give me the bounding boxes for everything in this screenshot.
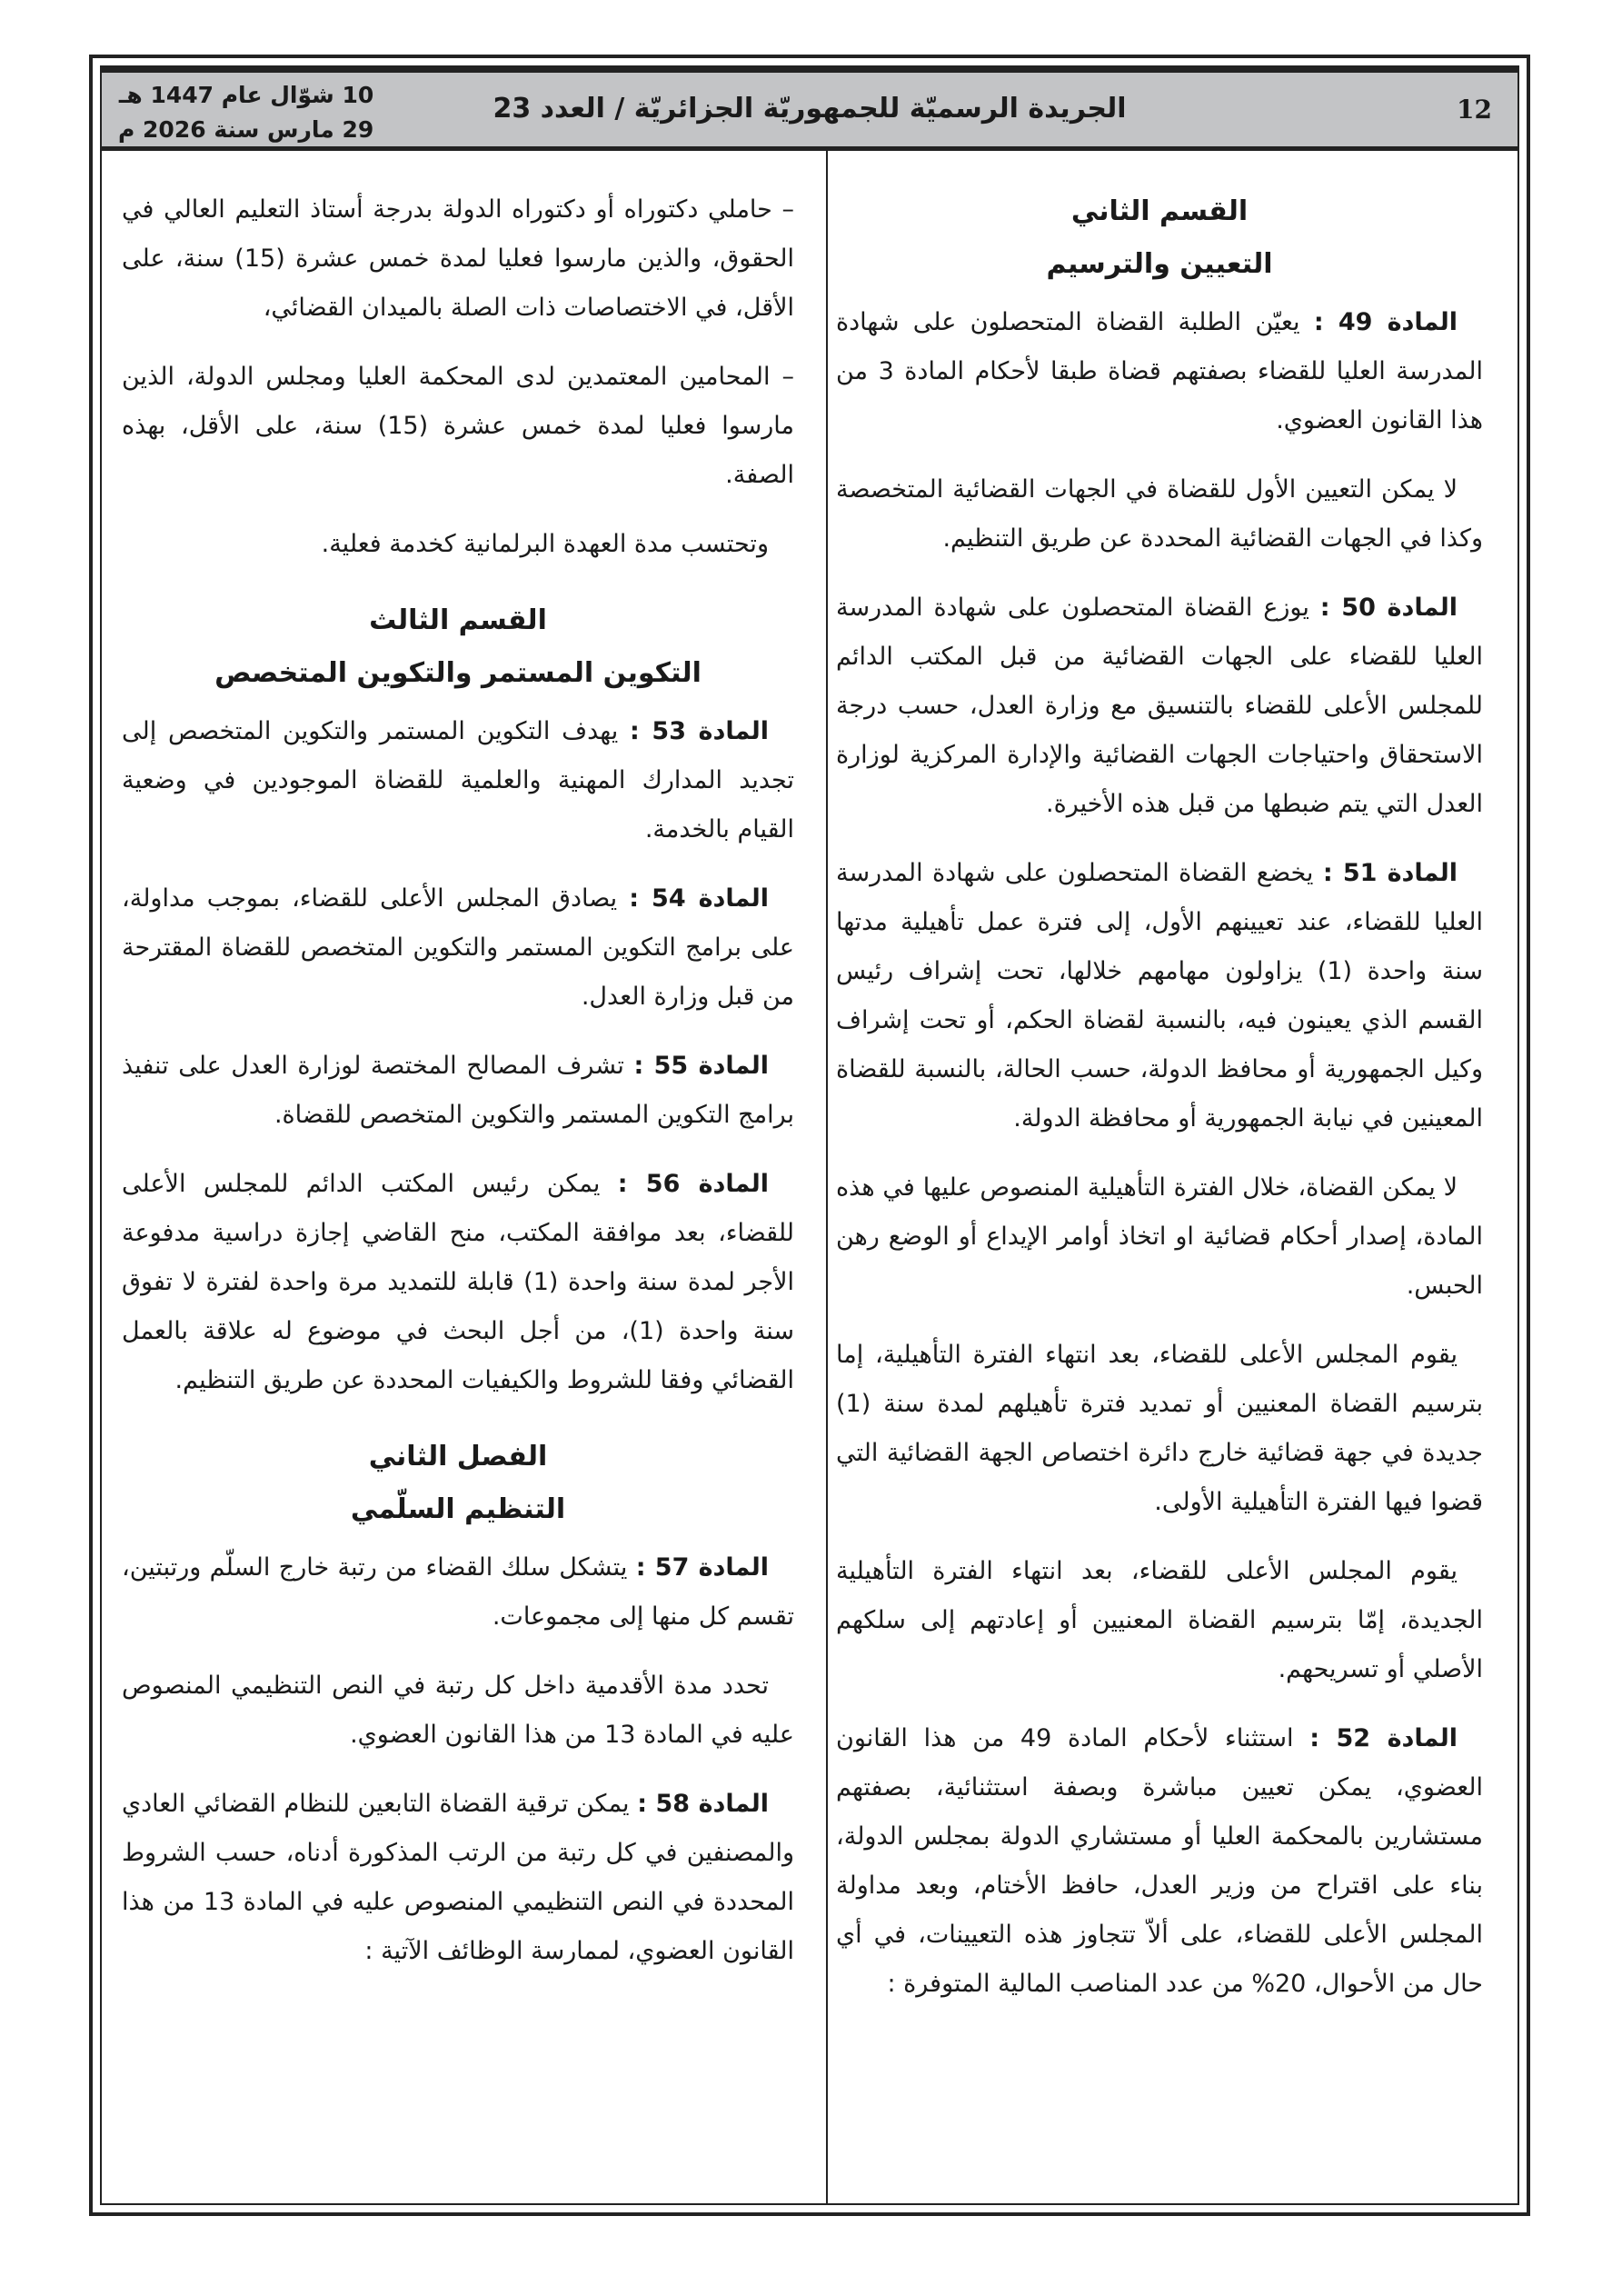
page-frame: [89, 55, 1530, 2216]
article-text: يخضع القضاة المتحصلون على شهادة المدرسة العليا للقضاء، عند تعيينهم الأول، إلى فترة عمل تأهيلية مدتها سنة واحدة (1) يزاولون مهامهم خلالها، تحت إشراف رئيس القسم الذي يعينون فيه، بالنسبة لقضاة الحكم، أو تحت إشراف وكيل الجمهورية أو محافظ الدولة، حسب الحالة، بالنسبة للقضاة المعينين في نيابة الجمهورية أو محافظة الدولة.: [836, 859, 1483, 1133]
page-number: 12: [1457, 95, 1492, 125]
article-paragraph: [836, 1331, 1483, 1527]
article-label: المادة 49 :: [1313, 308, 1458, 336]
article-label: المادة 52 :: [1309, 1724, 1458, 1752]
article-text: لا يمكن التعيين الأول للقضاة في الجهات القضائية المتخصصة وكذا في الجهات القضائية المحددة عن طريق التنظيم.: [836, 475, 1483, 553]
article-paragraph: [836, 465, 1483, 564]
article-paragraph: [836, 1714, 1483, 2009]
section-title: القسم الثالث: [369, 604, 547, 636]
article-paragraph: وتحتسب مدة العهدة البرلمانية كخدمة فعلية.: [321, 530, 769, 558]
article-paragraph: [836, 298, 1483, 445]
article-text: يوزع القضاة المتحصلون على شهادة المدرسة العليا للقضاء على الجهات القضائية من قبل المكتب الدائم للمجلس الأعلى للقضاء بالتنسيق مع وزارة العدل، حسب درجة الاستحقاق واحتياجات الجهات القضائية والإدارة المركزية لوزارة العدل التي يتم ضبطها من قبل هذه الأخيرة.: [836, 594, 1483, 818]
article-text: يهدف التكوين المستمر والتكوين المتخصص إلى تجديد المدارك المهنية والعلمية للقضاة الموجودين في وضعية القيام بالخدمة.: [122, 717, 794, 844]
article-text: يصادق المجلس الأعلى للقضاء، بموجب مداولة، على برامج التكوين المستمر والتكوين المتخصص للقضاة المقترحة من قبل وزارة العدل.: [122, 884, 794, 1011]
date-gregorian: 29 مارس سنة 2026 م: [118, 116, 374, 143]
article-paragraph: [122, 1160, 794, 1405]
article-paragraph: [122, 707, 794, 854]
article-text: يتشكل سلك القضاء من رتبة خارج السلّم ورتبتين، تقسم كل منها إلى مجموعات.: [122, 1553, 794, 1631]
article-text: يمكن رئيس المكتب الدائم للمجلس الأعلى للقضاء، بعد موافقة المكتب، منح القاضي إجازة دراسية مدفوعة الأجر لمدة سنة واحدة (1) قابلة للتمديد مرة واحدة لفترة لا تفوق سنة واحدة (1)، من أجل البحث في موضوع له علاقة بالعمل القضائي وفقا للشروط والكيفيات المحددة عن طريق التنظيم.: [122, 1170, 795, 1394]
article-label: المادة 57 :: [635, 1553, 770, 1582]
article-label: المادة 50 :: [1319, 594, 1458, 622]
column-divider: [826, 151, 828, 2203]
date-hijri: 10 شوّال عام 1447 هـ: [118, 82, 374, 108]
article-text: تحدد مدة الأقدمية داخل كل رتبة في النص التنظيمي المنصوص عليه في المادة 13 من هذا القانون العضوي.: [122, 1672, 794, 1749]
issue-date: [118, 78, 373, 147]
left-column: [122, 185, 794, 1996]
article-text: يقوم المجلس الأعلى للقضاء، بعد انتهاء الفترة التأهيلية الجديدة، إمّا بترسيم القضاة المعنيين أو إعادتهم إلى سلكهم الأصلي أو تسريحهم.: [836, 1557, 1483, 1683]
article-label: المادة 55 :: [633, 1052, 770, 1080]
chapter-title: الفصل الثاني: [368, 1441, 548, 1472]
article-text: يعيّن الطلبة القضاة المتحصلون على شهادة المدرسة العليا للقضاء بصفتهم قضاة طبقا لأحكام المادة 3 من هذا القانون العضوي.: [836, 308, 1483, 434]
article-paragraph: [836, 1163, 1483, 1311]
gazette-header: [102, 67, 1518, 151]
gazette-title: الجريدة الرسميّة للجمهوريّة الجزائريّة / العدد 23: [493, 93, 1127, 125]
article-label: المادة 56 :: [617, 1170, 769, 1198]
article-paragraph: [122, 1780, 794, 1976]
article-text: لا يمكن القضاة، خلال الفترة التأهيلية المنصوص عليها في هذه المادة، إصدار أحكام قضائية او اتخاذ أوامر الإيداع أو الوضع رهن الحبس.: [836, 1173, 1483, 1300]
article-paragraph: [122, 1662, 794, 1760]
page-inner-frame: [100, 65, 1519, 2205]
article-label: المادة 54 :: [629, 884, 770, 913]
article-text: يقوم المجلس الأعلى للقضاء، بعد انتهاء الفترة التأهيلية، إما بترسيم القضاة المعنيين أو تمديد فترة تأهيلهم لمدة سنة (1) جديدة في جهة قضائية خارج دائرة اختصاص الجهة القضائية التي قضوا فيها الفترة التأهيلية الأولى.: [836, 1341, 1483, 1516]
article-text: استثناء لأحكام المادة 49 من هذا القانون العضوي، يمكن تعيين مباشرة وبصفة استثنائية، بصفتهم مستشارين بالمحكمة العليا أو مستشاري الدولة بمجلس الدولة، بناء على اقتراح من وزير العدل، حافظ الأختام، وبعد مداولة المجلس الأعلى للقضاء، على ألاّ تتجاوز هذه التعيينات، في أي حال من الأحوال، 20% من عدد المناصب المالية المتوفرة :: [836, 1724, 1483, 1998]
article-paragraph: – المحامين المعتمدين لدى المحكمة العليا ومجلس الدولة، الذين مارسوا فعليا لمدة خمس عشرة (15) سنة، على الأقل، بهذه الصفة.: [122, 363, 794, 489]
chapter-subtitle: التنظيم السلّمي: [350, 1493, 566, 1525]
section-title: القسم الثاني: [1070, 195, 1249, 227]
article-label: المادة 58 :: [637, 1790, 769, 1818]
section-subtitle: التعيين والترسيم: [1046, 248, 1273, 280]
article-paragraph: [122, 1042, 794, 1140]
article-label: المادة 53 :: [630, 717, 769, 745]
right-column: [836, 185, 1483, 2029]
article-paragraph: [122, 1543, 794, 1642]
article-paragraph: [836, 584, 1483, 829]
article-text: تشرف المصالح المختصة لوزارة العدل على تنفيذ برامج التكوين المستمر والتكوين المتخصص للقضاة.: [122, 1052, 794, 1129]
article-paragraph: [836, 1547, 1483, 1694]
section-subtitle: التكوين المستمر والتكوين المتخصص: [214, 657, 702, 689]
article-paragraph: [836, 849, 1483, 1143]
article-text: يمكن ترقية القضاة التابعين للنظام القضائي العادي والمصنفين في كل رتبة من الرتب المذكورة أدناه، حسب الشروط المحددة في النص التنظيمي المنصوص عليه في المادة 13 من هذا القانون العضوي، لممارسة الوظائف الآتية :: [122, 1790, 794, 1965]
article-paragraph: [122, 874, 794, 1022]
article-label: المادة 51 :: [1322, 859, 1458, 887]
article-paragraph: – حاملي دكتوراه أو دكتوراه الدولة بدرجة أستاذ التعليم العالي في الحقوق، والذين مارسوا فعليا لمدة خمس عشرة (15) سنة، على الأقل، في الاختصاصات ذات الصلة بالميدان القضائي،: [122, 195, 794, 322]
